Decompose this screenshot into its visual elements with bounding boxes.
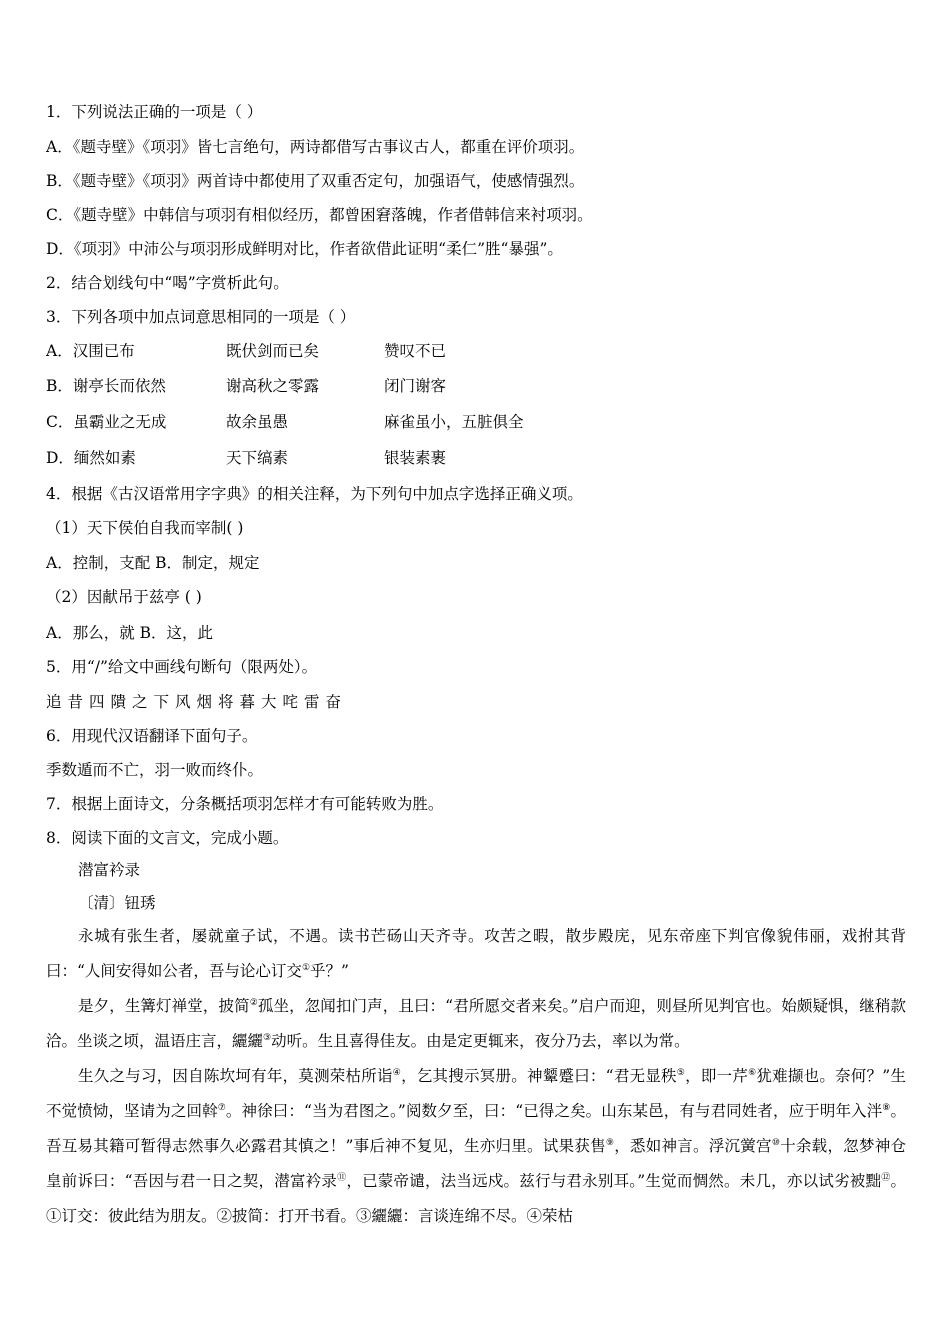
q4-stem: 4．根据《古汉语常用字字典》的相关注释，为下列句中加点字选择正确义项。 (46, 485, 583, 503)
q3-b-col3: 闭门谢客 (384, 377, 447, 395)
passage-author: 〔清〕钮琇 (78, 894, 156, 912)
q3-stem: 3．下列各项中加点词意思相同的一项是（ ） (46, 308, 356, 326)
q3-c-col3: 麻雀虽小，五脏俱全 (384, 413, 524, 431)
passage-title: 潜富衿录 (78, 861, 141, 879)
q3-row-c (46, 412, 906, 432)
q3-d-col2: 天下缟素 (226, 449, 289, 467)
q1-stem: 1．下列说法正确的一项是（ ） (46, 103, 263, 121)
q1-option-c: C．《题寺壁》中韩信与项羽有相似经历，都曾困窘落魄，作者借韩信来衬项羽。 (46, 206, 593, 224)
q3-row-a (46, 341, 906, 361)
q6-text: 季数遁而不亡，羽一败而终仆。 (46, 761, 264, 779)
q5-text: 追昔四隤之下风烟将暮大咤雷奋 (46, 693, 348, 711)
q3-row-b (46, 376, 906, 396)
q3-a-col1: A．汉围已布 (46, 342, 135, 360)
q3-d-col1: D．缅然如素 (46, 449, 136, 467)
q3-c-col2: 故余虽愚 (226, 413, 289, 431)
q4-options-2: A．那么，就 B．这，此 (46, 624, 214, 642)
q4-sentence-1: （1）天下侯伯自我而宰制( ) (46, 519, 244, 537)
q1-option-a: A．《题寺壁》《项羽》皆七言绝句，两诗都借写古事议古人，都重在评价项羽。 (46, 138, 585, 156)
q8-stem: 8．阅读下面的文言文，完成小题。 (46, 829, 289, 847)
passage-paragraph-3: 生久之与习，因自陈坎坷有年，莫测荣枯所诣④，乞其搜示冥册。神颦蹙曰：“君无显秩⑤，即一芹⑥犹难撷也。奈何？”生不觉愤恸，坚请为之回斡⑦。神徐曰：“当为君图之。”阅数夕至，曰：“已得之矣。山东某邑，有与君同姓者，应于明年入泮⑧。吾互易其籍可暂得志然事久必露君其慎之！”事后神不复见，生亦归里。试果获售⑨，悉如神言。浮沉黉宫⑩十余载，忽梦神仓皇前诉曰：“吾因与君一日之契，潜富衿录⑪，已蒙帝谴，法当远戍。兹行与君永别耳。”生觉而惆然。未几，亦以试劣被黜⑫。①订交：彼此结为朋友。②披简：打开书看。③纚纚：言谈连绵不尽。④荣枯 (46, 1067, 906, 1225)
q3-c-col1: C．虽霸业之无成 (46, 413, 167, 431)
q1-option-d: D．《项羽》中沛公与项羽形成鲜明对比，作者欲借此证明“柔仁”胜“暴强”。 (46, 240, 563, 258)
q4-sentence-2: （2）因献吊于兹亭 ( ) (46, 588, 202, 606)
q4-options-1: A．控制，支配 B．制定，规定 (46, 554, 260, 572)
q6-stem: 6．用现代汉语翻译下面句子。 (46, 727, 258, 745)
q3-b-col1: B．谢亭长而依然 (46, 377, 166, 395)
q3-a-col2: 既伏剑而已矣 (226, 342, 320, 360)
passage-paragraph-2: 是夕，生篝灯禅堂，披简②孤坐，忽闻扣门声，且曰：“君所愿交者来矣。”启户而迎，则昼所见判官也。始颇疑惧，继稍款洽。坐谈之顷，温语庄言，纚纚③动听。生且喜得佳友。由是定更辄来，夜分乃去，率以为常。 (46, 997, 906, 1050)
q3-d-col3: 银装素裹 (384, 449, 447, 467)
q5-stem: 5．用“/”给文中画线句断句（限两处）。 (46, 658, 318, 676)
q2-stem: 2．结合划线句中“喝”字赏析此句。 (46, 274, 289, 292)
q7-stem: 7．根据上面诗文，分条概括项羽怎样才有可能转败为胜。 (46, 795, 444, 813)
q3-b-col2: 谢高秋之零露 (226, 377, 320, 395)
q3-row-d (46, 448, 906, 468)
q1-option-b: B．《题寺壁》《项羽》两首诗中都使用了双重否定句，加强语气，使感情强烈。 (46, 172, 585, 190)
passage-paragraph-1: 永城有张生者，屡就童子试，不遇。读书芒砀山天齐寺。攻苦之暇，散步殿庑，见东帝座下判官像貌伟丽，戏拊其背曰：“人间安得如公者，吾与论心订交①乎？” (46, 927, 906, 980)
q3-a-col3: 赞叹不已 (384, 342, 447, 360)
